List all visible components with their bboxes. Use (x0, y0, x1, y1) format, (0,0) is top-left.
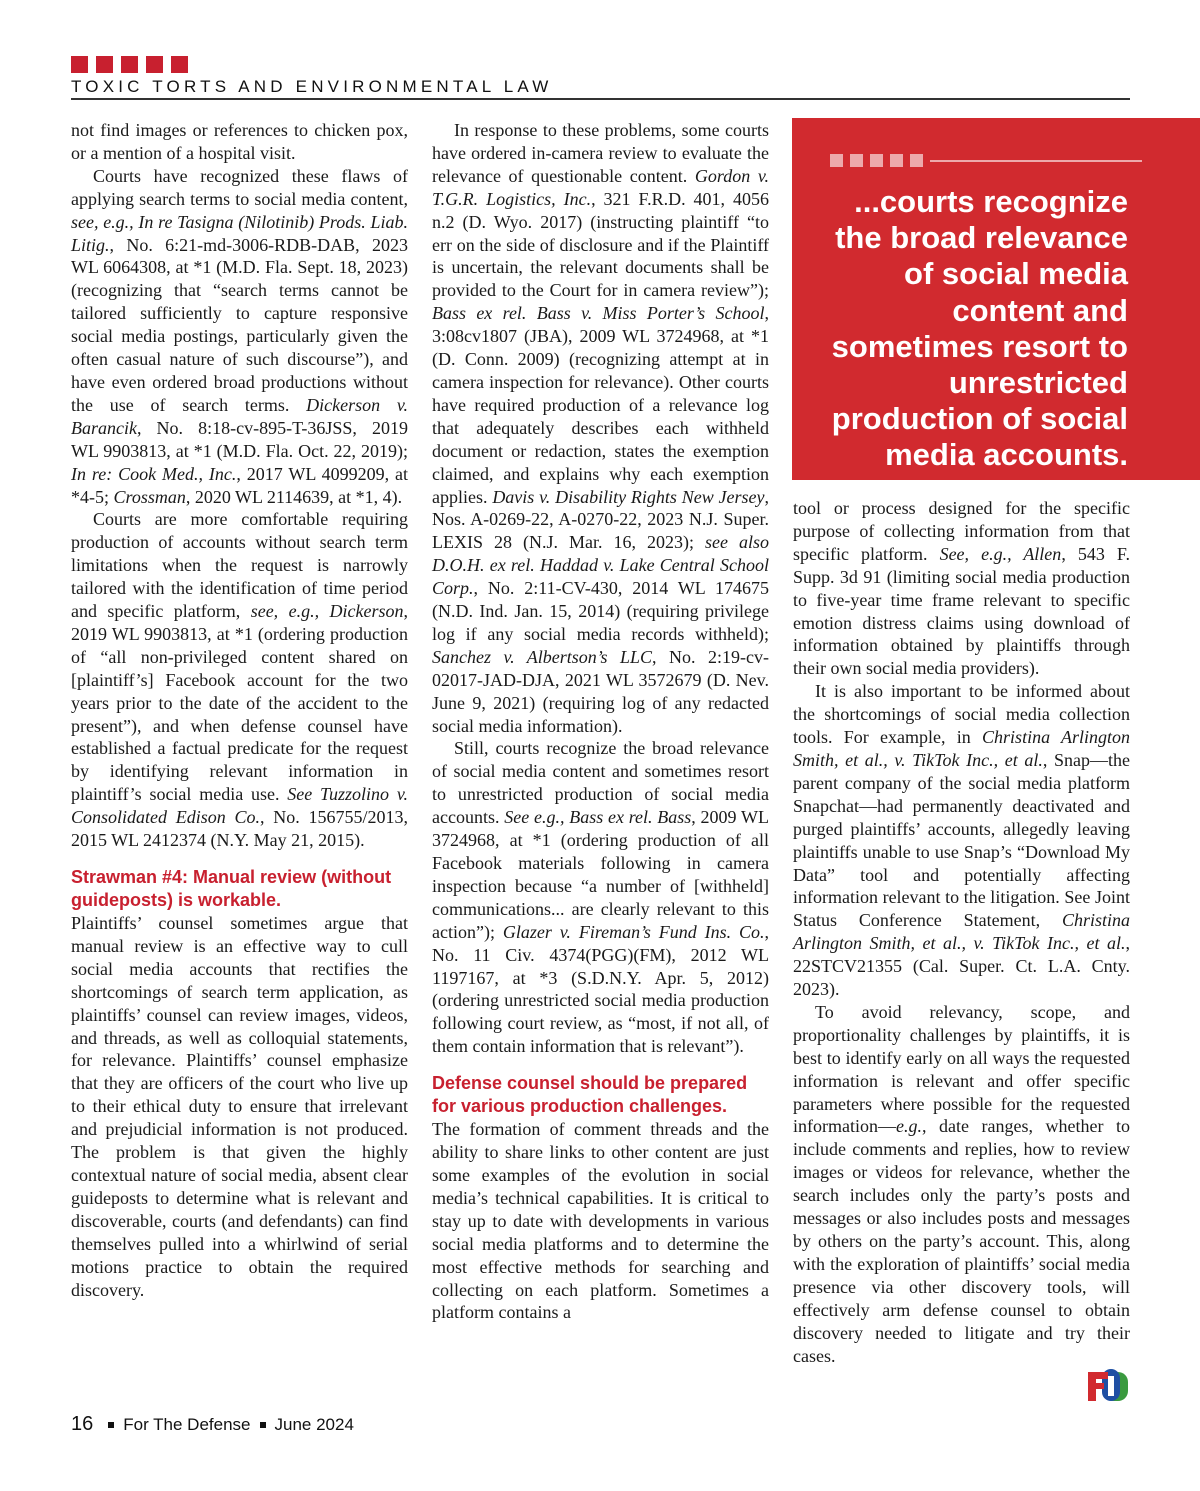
subheading-strawman-4: Strawman #4: Manual review (without guideposts) is workable. (71, 867, 392, 910)
paragraph: To avoid relevancy, scope, and proportionality challenges by plaintiffs, it is best to identify early on all ways the requested information is relevant and offer specific parameters where possible for the requested information—e.g., date ranges, whether to include comments and replies, how to review images or videos for relevance, whether the search includes only the party’s posts and messages or also includes posts and messages by others on the party’s account. This, along with the exploration of plaintiffs’ social media presence via other discovery tools, will effectively arm defense counsel to obtain discovery needed to litigate and try their cases. (793, 1001, 1130, 1366)
paragraph: not find images or references to chicken pox, or a mention of a hospital visit. (71, 120, 408, 163)
column-1 (71, 119, 408, 1301)
subheading-defense-counsel: Defense counsel should be prepared for various production challenges. (432, 1073, 748, 1117)
pull-quote-decoration (830, 154, 1142, 167)
paragraph: It is also important to be informed about the shortcomings of social media collection tools. For example, in Christina Arlington Smith, et al., v. TikTok Inc., et al., Snap—the parent company of the social media platform Snapchat—had permanently deactivated and purged plaintiffs’ accounts, allegedly leaving plaintiffs unable to use Snap’s “Download My Data” tool and potentially affecting information relevant to the litigation. See Joint Status Conference Statement, Christina Arlington Smith, et al., v. TikTok Inc., et al., 22STCV21355 (Cal. Super. Ct. L.A. Cnty. 2023). (793, 681, 1131, 1000)
publication-name: For The Defense (123, 1414, 251, 1434)
paragraph: Still, courts recognize the broad relevance of social media content and sometimes resort to unrestricted production of social media accounts. See e.g., Bass ex rel. Bass, 2009 WL 3724968, at *1 (ordering production of all Facebook materials following in camera inspection because “a number of [withheld] communications... are clearly relevant to this action”); Glazer v. Fireman’s Fund Ins. Co., No. 11 Civ. 4374(PGG)(FM), 2012 WL 1197167, at *3 (S.D.N.Y. Apr. 5, 2012) (ordering unrestricted social media production following court review, as “most, if not all, of them contain information that is relevant”). (432, 738, 770, 1057)
paragraph: Courts are more comfortable requiring production of accounts without search term limitations when the request is narrowly tailored with the identification of time period and specific platform, see, e.g., Dickerson, 2019 WL 9903813, at *1 (ordering production of “all non-privileged content shared on [plaintiff’s] Facebook account for the two years prior to the date of the accident to the present”), and when defense counsel have established a factual predicate for the request by identifying relevant information in plaintiff’s social media use. See Tuzzolino v. Consolidated Edison Co., No. 156755/2013, 2015 WL 2412374 (N.Y. May 21, 2015). (71, 509, 409, 851)
pull-quote-box (792, 118, 1200, 480)
page-footer (71, 1413, 354, 1436)
ftd-logo-icon (1086, 1369, 1130, 1403)
pull-quote-text: ...courts recognize the broad relevance of social media content and sometimes resort to unrestricted production of social media accounts. (831, 184, 1128, 473)
header-square (96, 56, 113, 73)
header-rule (71, 98, 1130, 100)
header-square (171, 56, 188, 73)
footer-bullet (260, 1422, 266, 1428)
paragraph: Courts have recognized these flaws of applying search terms to social media content, see, e.g., In re Tasigna (Nilotinib) Prods. Liab. Litig., No. 6:21-md-3006-RDB-DAB, 2023 WL 6064308, at *1 (M.D. Fla. Sept. 18, 2023) (recognizing that “search terms cannot be tailored sufficiently to capture responsive social media postings, particularly given the often casual nature of such discourse”), and have even ordered broad productions without the use of search terms. Dickerson v. Barancik, No. 8:18-cv-895-T-36JSS, 2019 WL 9903813, at *1 (M.D. Fla. Oct. 22, 2019); In re: Cook Med., Inc., 2017 WL 4099209, at *4-5; Crossman, 2020 WL 2114639, at *1, 4). (71, 165, 409, 507)
column-3 (793, 497, 1130, 1367)
section-title: TOXIC TORTS AND ENVIRONMENTAL LAW (71, 77, 553, 96)
header-square (121, 56, 138, 73)
issue-date: June 2024 (274, 1414, 354, 1434)
paragraph: The formation of comment threads and the ability to share links to other content are just some examples of the evolution in social media’s technical capabilities. It is critical to stay up to date with developments in various social media platforms and to determine the most effective methods for searching and collecting on each platform. Sometimes a platform contains a (432, 1119, 769, 1323)
page-number: 16 (71, 1413, 94, 1435)
paragraph: Plaintiffs’ counsel sometimes argue that manual review is an effective way to cull social media accounts that rectifies the shortcomings of search term application, as plaintiffs’ counsel can review images, videos, and threads, as well as colloquial statements, for relevance. Plaintiffs’ counsel emphasize that they are officers of the court who live up to their ethical duty to ensure that irrelevant and prejudicial information is not produced. The problem is that given the highly contextual nature of social media, absent clear guideposts to determine what is relevant and discoverable, courts (and defendants) can find themselves pulled into a whirlwind of serial motions practice to obtain the required discovery. (71, 913, 408, 1300)
header-square (146, 56, 163, 73)
header-decoration-squares (71, 56, 188, 73)
paragraph: tool or process designed for the specific purpose of collecting information from that specific platform. See, e.g., Allen, 543 F. Supp. 3d 91 (limiting social media production to five-year time frame relevant to specific emotion distress claims using download of information obtained by plaintiffs through their own social media providers). (793, 498, 1130, 679)
paragraph: In response to these problems, some courts have ordered in-camera review to evaluate the relevance of questionable content. Gordon v. T.G.R. Logistics, Inc., 321 F.R.D. 401, 4056 n.2 (D. Wyo. 2017) (instructing plaintiff “to err on the side of disclosure and if the Plaintiff is uncertain, the relevant documents shall be provided to the Court for in camera review”); Bass ex rel. Bass v. Miss Porter’s School, 3:08cv1807 (JBA), 2009 WL 3724968, at *1 (D. Conn. 2009) (recognizing attempt at in camera inspection for relevance). Other courts have required production of a relevance log that adequately describes each withheld document or redaction, states the exemption claimed, and explains why each exemption applies. Davis v. Disability Rights New Jersey, Nos. A-0269-22, A-0270-22, 2023 N.J. Super. LEXIS 28 (N.J. Mar. 16, 2023); see also D.O.H. ex rel. Haddad v. Lake Central School Corp., No. 2:11-CV-430, 2014 WL 174675 (N.D. Ind. Jan. 15, 2014) (requiring privilege log if any social media records withheld); Sanchez v. Albertson’s LLC, No. 2:19-cv-02017-JAD-DJA, 2021 WL 3572679 (D. Nev. June 9, 2021) (requiring log of any redacted social media information). (432, 120, 770, 736)
column-2 (432, 119, 769, 1324)
header-square (71, 56, 88, 73)
footer-bullet (108, 1422, 114, 1428)
